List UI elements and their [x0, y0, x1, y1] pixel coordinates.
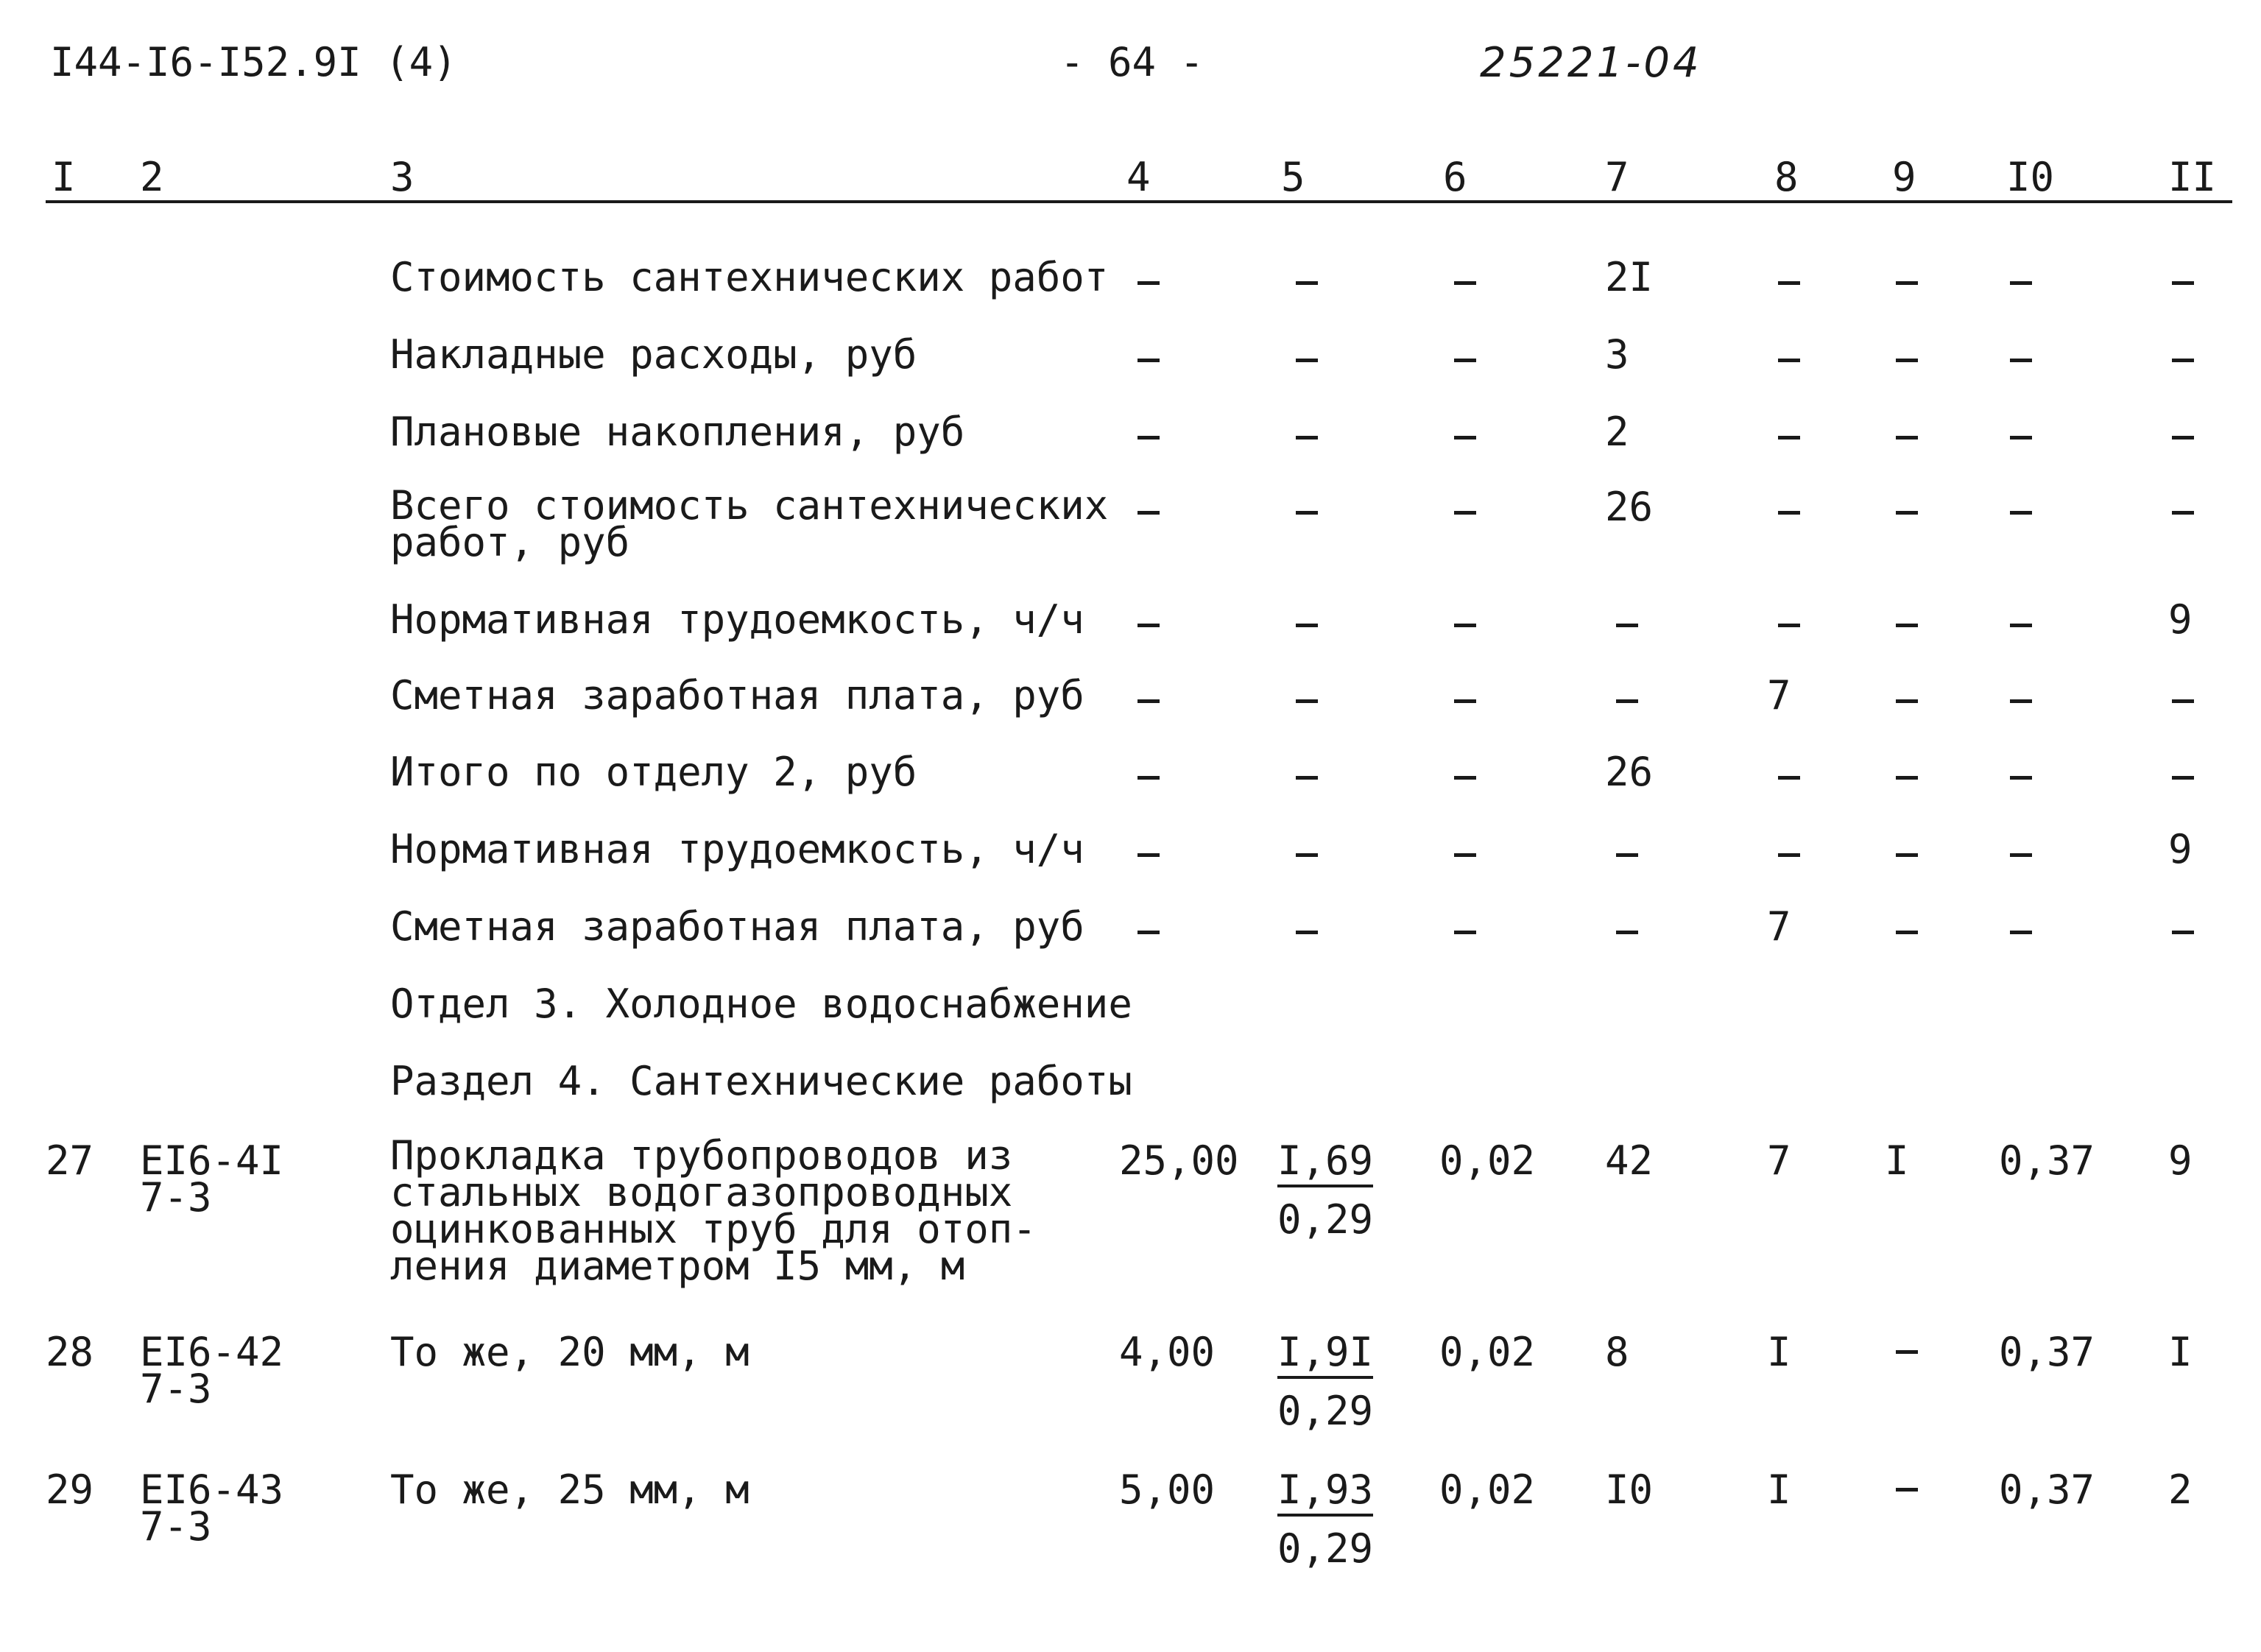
summary-label-5: Нормативная трудоемкость, ч/ч [390, 596, 1084, 643]
item-price-fraction [1274, 1466, 1377, 1572]
handwritten-number: 25221-04 [1480, 39, 1702, 87]
section-heading-otdel-3: Отдел 3. Холодное водоснабжение [390, 981, 1132, 1027]
dash-mark [1137, 931, 1160, 934]
column-header-9: 9 [1892, 154, 1916, 200]
dash-mark [1137, 853, 1160, 857]
dash-mark [2010, 853, 2032, 857]
item-quantity: 4,00 [1119, 1329, 1216, 1375]
dash-mark [1616, 931, 1638, 934]
item-subcode: 7-3 [140, 1174, 212, 1221]
dash-mark [1896, 436, 1918, 440]
summary-label-1: Стоимость сантехнических работ [390, 254, 1109, 300]
item-col8: 7 [1767, 1137, 1791, 1184]
summary-5-col11: 9 [2168, 596, 2193, 643]
dash-mark [1454, 436, 1476, 440]
dash-mark [1896, 699, 1918, 703]
dash-mark [2010, 699, 2032, 703]
summary-label-3: Плановые накопления, руб [390, 409, 965, 455]
dash-mark [2172, 776, 2194, 780]
dash-mark [1454, 511, 1476, 515]
dash-mark [1778, 776, 1800, 780]
item-col6: 0,02 [1439, 1137, 1536, 1184]
item-col9: I [1885, 1137, 1909, 1184]
dash-mark [1616, 624, 1638, 627]
dash-mark [1137, 699, 1160, 703]
item-col6: 0,02 [1439, 1329, 1536, 1375]
price-top: I,9I [1277, 1329, 1374, 1375]
price-bottom: 0,29 [1277, 1196, 1374, 1243]
item-col6: 0,02 [1439, 1466, 1536, 1513]
summary-2-col7: 3 [1605, 331, 1629, 378]
price-bottom: 0,29 [1277, 1388, 1374, 1434]
summary-1-col7: 2I [1605, 254, 1654, 300]
item-number: 27 [46, 1137, 94, 1184]
summary-7-col7: 26 [1605, 749, 1654, 795]
dash-mark [1778, 359, 1800, 362]
column-header-11: II [2168, 154, 2217, 200]
item-col11: 9 [2168, 1137, 2193, 1184]
item-col7: 42 [1605, 1137, 1654, 1184]
price-top: I,69 [1277, 1137, 1374, 1184]
dash-mark [1296, 281, 1318, 285]
dash-mark [1896, 853, 1918, 857]
summary-4-col7: 26 [1605, 484, 1654, 530]
item-col10: 0,37 [1999, 1329, 2095, 1375]
dash-mark [1778, 281, 1800, 285]
item-number: 28 [46, 1329, 94, 1375]
dash-mark [1137, 359, 1160, 362]
dash-mark [1137, 776, 1160, 780]
dash-mark [1454, 359, 1476, 362]
dash-mark [2010, 281, 2032, 285]
dash-mark [1778, 624, 1800, 627]
dash-mark [1778, 853, 1800, 857]
item-col11: I [2168, 1329, 2193, 1375]
column-header-10: I0 [2006, 154, 2055, 200]
section-heading-razdel-4: Раздел 4. Сантехнические работы [390, 1058, 1132, 1104]
dash-mark [1454, 281, 1476, 285]
column-header-6: 6 [1443, 154, 1467, 200]
summary-label-2: Накладные расходы, руб [390, 331, 917, 378]
document-code: I44-I6-I52.9I (4) [50, 39, 457, 85]
dash-mark [2172, 436, 2194, 440]
dash-mark [1296, 931, 1318, 934]
summary-label-9: Сметная заработная плата, руб [390, 903, 1084, 950]
column-header-5: 5 [1281, 154, 1305, 200]
dash-mark [2010, 436, 2032, 440]
dash-mark [1296, 776, 1318, 780]
dash-mark [1896, 1488, 1918, 1492]
dash-mark [2010, 359, 2032, 362]
dash-mark [1896, 1350, 1918, 1354]
dash-mark [1616, 853, 1638, 857]
summary-6-col8: 7 [1767, 672, 1791, 719]
dash-mark [2010, 624, 2032, 627]
column-header-1: I [52, 154, 76, 200]
item-description: То же, 20 мм, м [390, 1329, 749, 1375]
dash-mark [1296, 853, 1318, 857]
dash-mark [1296, 359, 1318, 362]
item-col10: 0,37 [1999, 1466, 2095, 1513]
dash-mark [2172, 931, 2194, 934]
item-col7: I0 [1605, 1466, 1654, 1513]
column-header-8: 8 [1774, 154, 1799, 200]
dash-mark [1454, 931, 1476, 934]
item-subcode: 7-3 [140, 1366, 212, 1412]
column-header-3: 3 [390, 154, 415, 200]
dash-mark [1137, 624, 1160, 627]
item-col11: 2 [2168, 1466, 2193, 1513]
dash-mark [1896, 281, 1918, 285]
dash-mark [1137, 281, 1160, 285]
summary-label-6: Сметная заработная плата, руб [390, 672, 1084, 719]
summary-label-7: Итого по отделу 2, руб [390, 749, 917, 795]
summary-9-col8: 7 [1767, 903, 1791, 950]
dash-mark [1896, 359, 1918, 362]
dash-mark [1896, 511, 1918, 515]
dash-mark [1896, 931, 1918, 934]
dash-mark [2010, 931, 2032, 934]
item-code: EI6-42 [140, 1329, 284, 1375]
item-col10: 0,37 [1999, 1137, 2095, 1184]
item-description: Прокладка трубопроводов из стальных водогазопроводных оцинкованных труб для отоп- ления диаметром I5 мм, м [390, 1132, 1037, 1289]
dash-mark [1454, 624, 1476, 627]
dash-mark [1454, 853, 1476, 857]
dash-mark [1137, 436, 1160, 440]
dash-mark [1137, 511, 1160, 515]
dash-mark [1896, 624, 1918, 627]
item-subcode: 7-3 [140, 1503, 212, 1550]
dash-mark [1296, 436, 1318, 440]
dash-mark [1896, 776, 1918, 780]
dash-mark [2010, 776, 2032, 780]
item-number: 29 [46, 1466, 94, 1513]
header-rule [46, 200, 2232, 203]
item-quantity: 25,00 [1119, 1137, 1239, 1184]
price-top: I,93 [1277, 1466, 1374, 1513]
item-price-fraction [1274, 1137, 1377, 1243]
summary-8-col11: 9 [2168, 826, 2193, 872]
item-price-fraction [1274, 1329, 1377, 1434]
item-code: EI6-43 [140, 1466, 284, 1513]
dash-mark [1296, 511, 1318, 515]
dash-mark [2172, 511, 2194, 515]
dash-mark [1778, 511, 1800, 515]
dash-mark [2172, 281, 2194, 285]
item-col8: I [1767, 1466, 1791, 1513]
summary-label-4: Всего стоимость сантехнических работ, руб [390, 482, 1109, 565]
item-description: То же, 25 мм, м [390, 1466, 749, 1513]
item-code: EI6-4I [140, 1137, 284, 1184]
column-header-7: 7 [1605, 154, 1629, 200]
summary-label-8: Нормативная трудоемкость, ч/ч [390, 826, 1084, 872]
dash-mark [1778, 436, 1800, 440]
item-col8: I [1767, 1329, 1791, 1375]
item-col7: 8 [1605, 1329, 1629, 1375]
dash-mark [2010, 511, 2032, 515]
dash-mark [1454, 776, 1476, 780]
dash-mark [2172, 699, 2194, 703]
dash-mark [2172, 359, 2194, 362]
summary-3-col7: 2 [1605, 409, 1629, 455]
column-header-2: 2 [140, 154, 164, 200]
column-header-4: 4 [1126, 154, 1151, 200]
item-quantity: 5,00 [1119, 1466, 1216, 1513]
dash-mark [1296, 699, 1318, 703]
dash-mark [1616, 699, 1638, 703]
page-number: - 64 - [1060, 39, 1204, 85]
price-bottom: 0,29 [1277, 1525, 1374, 1572]
dash-mark [1454, 699, 1476, 703]
dash-mark [1296, 624, 1318, 627]
